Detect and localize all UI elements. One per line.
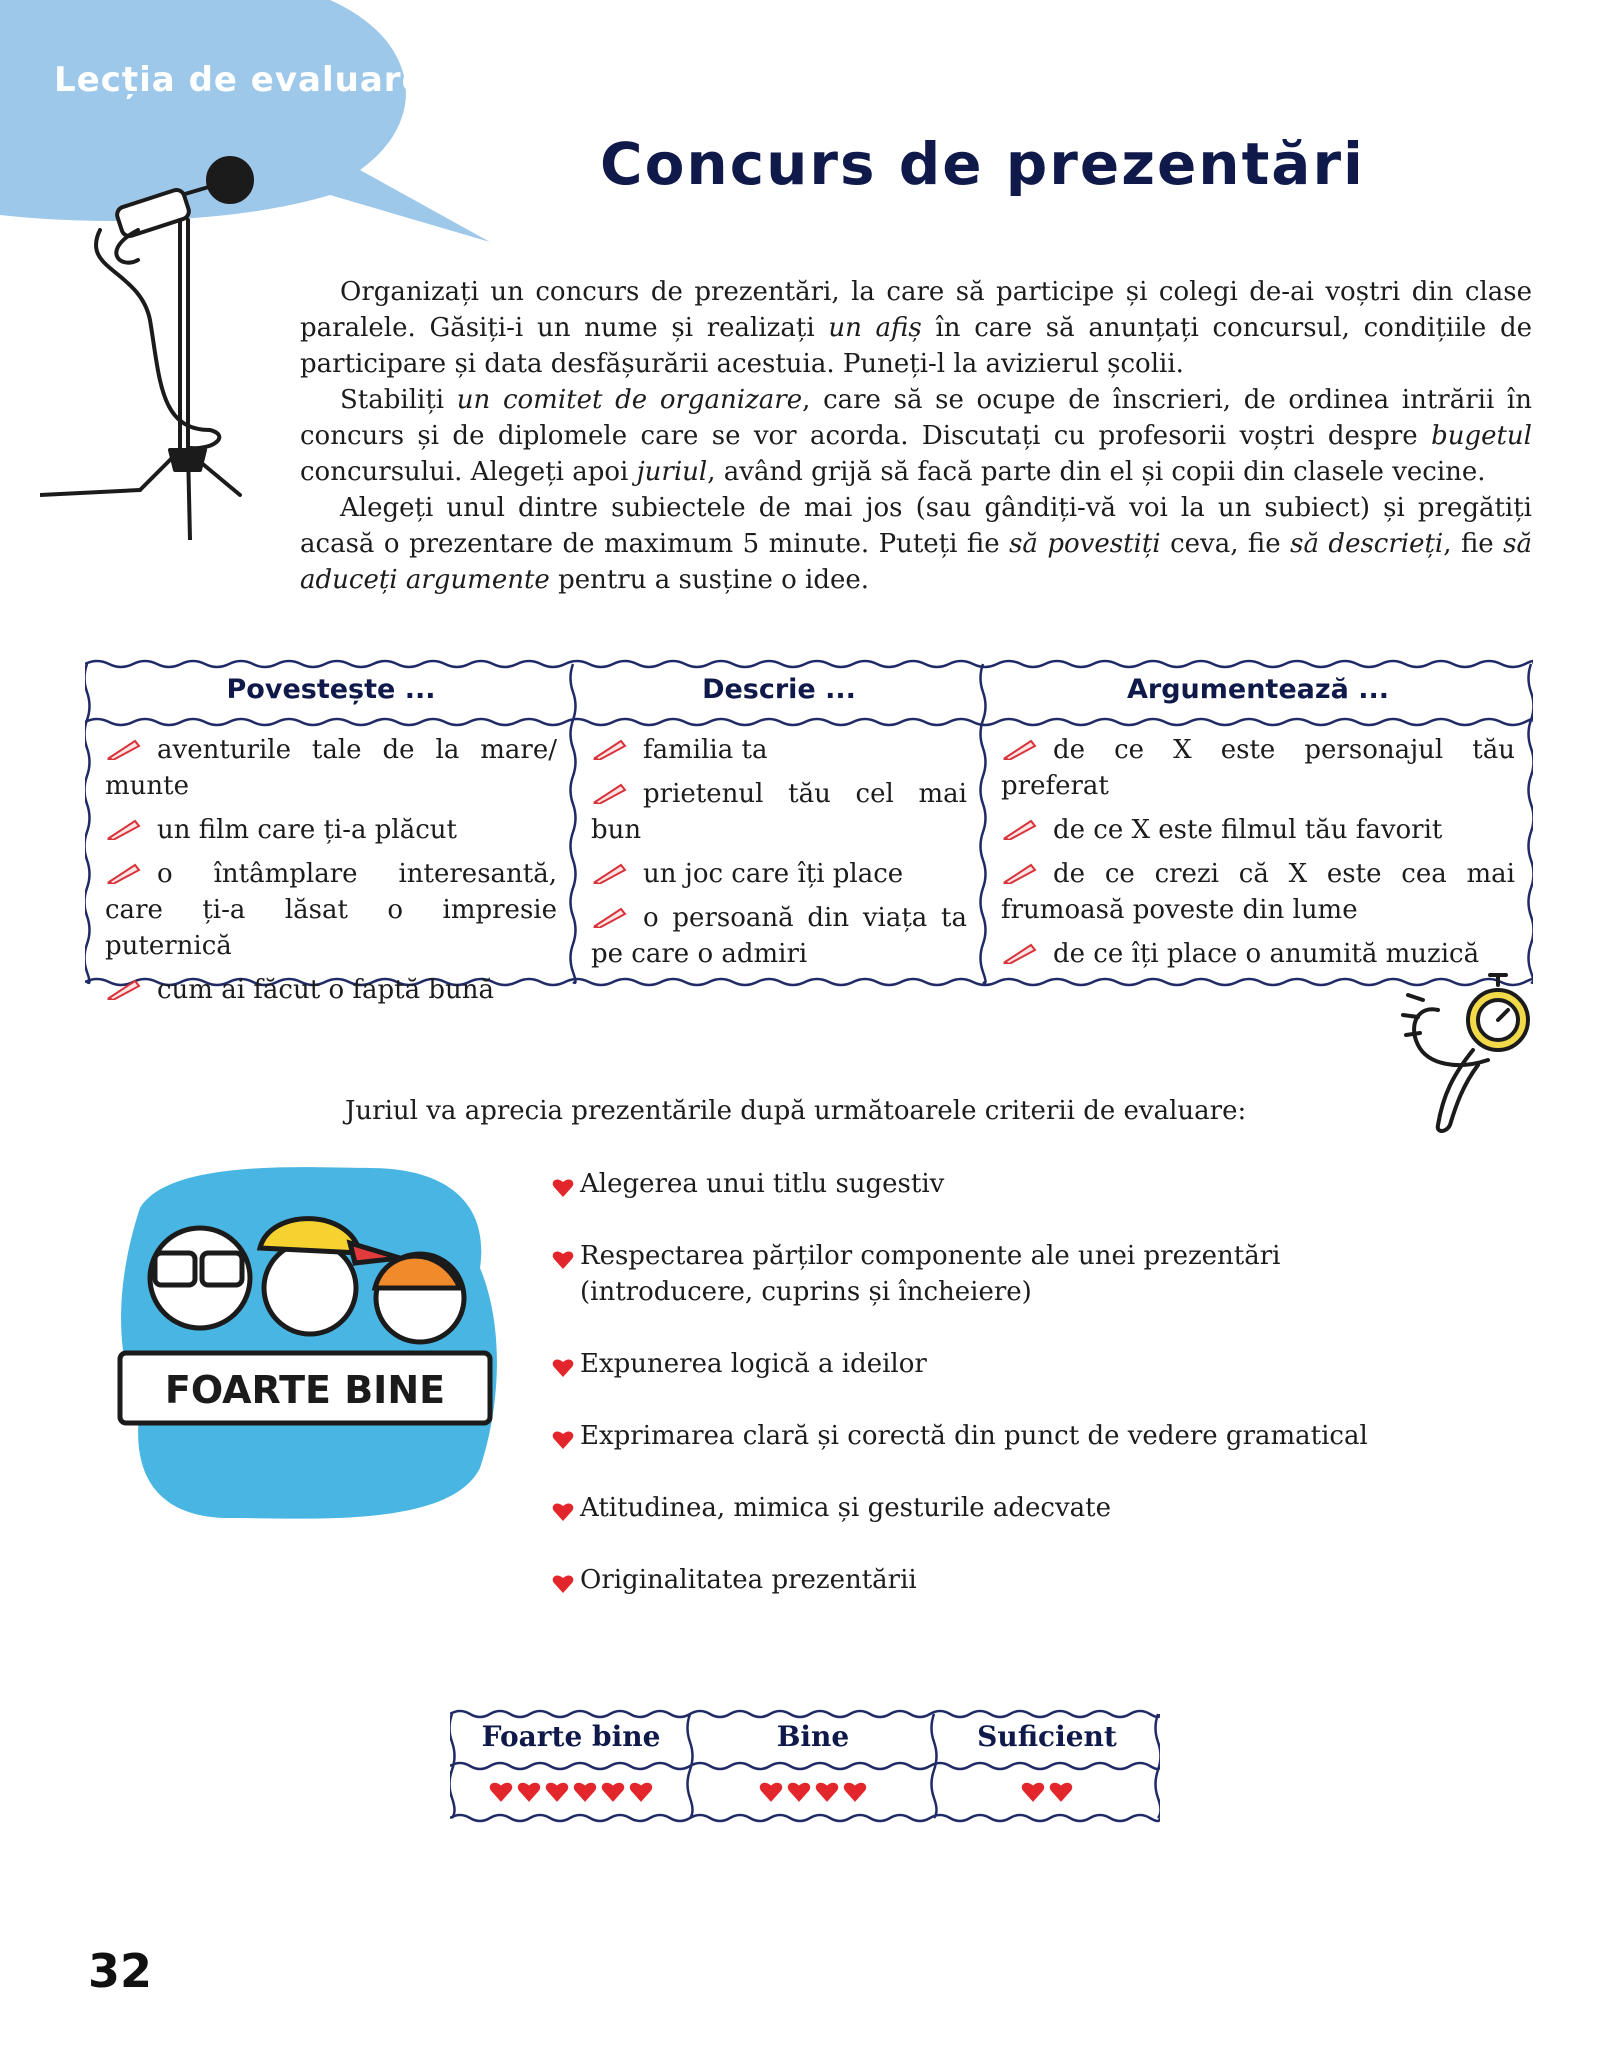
topics-column-argue xyxy=(985,658,1531,988)
heart-icon xyxy=(552,1574,574,1594)
illustration-sign-text: FOARTE BINE xyxy=(164,1368,446,1412)
intro-text xyxy=(300,274,1532,598)
rating-column-good xyxy=(692,1708,934,1824)
list-item: prietenul tău cel mai bun xyxy=(591,779,967,845)
rating-hearts xyxy=(452,1764,690,1820)
column-header: Argumentează ... xyxy=(1127,673,1389,705)
pencil-icon xyxy=(1001,862,1037,884)
heart-icon xyxy=(629,1781,653,1803)
list-item: aventurile tale de la mare/ munte xyxy=(105,735,557,801)
page-title: Concurs de prezentări xyxy=(600,130,1365,198)
heart-icon xyxy=(552,1502,574,1522)
pencil-icon xyxy=(105,738,141,760)
pencil-icon xyxy=(1001,738,1037,760)
heart-icon xyxy=(552,1250,574,1270)
rating-label: Bine xyxy=(776,1719,850,1753)
heart-icon xyxy=(759,1781,783,1803)
pencil-icon xyxy=(105,978,141,1000)
pencil-icon xyxy=(591,782,627,804)
column-header: Descrie ... xyxy=(702,673,856,705)
criteria-item: Respectarea părților componente ale unei prezentări (introducere, cuprins și încheiere) xyxy=(552,1238,1452,1310)
heart-icon xyxy=(552,1358,574,1378)
pencil-icon xyxy=(591,738,627,760)
rating-hearts xyxy=(692,1764,934,1820)
list-item: cum ai făcut o faptă bună xyxy=(105,972,557,1008)
pencil-icon xyxy=(1001,942,1037,964)
page-number: 32 xyxy=(88,1944,153,1998)
heart-icon xyxy=(601,1781,625,1803)
intro-paragraph-3: Alegeți unul dintre subiectele de mai jos (sau gândiți-vă voi la un subiect) și pregătiți acasă o prezentare de maximum 5 minute. Puteți fie să povestiți ceva, fie să descrieți, fie să aduceți argumente pentru a susține o idee. xyxy=(300,493,1532,595)
list-item: de ce crezi că X este cea mai frumoasă poveste din lume xyxy=(1001,859,1515,925)
heart-icon xyxy=(545,1781,569,1803)
list-item: de ce X este filmul tău favorit xyxy=(1001,812,1515,848)
heart-icon xyxy=(552,1430,574,1450)
criteria-item: Alegerea unui titlu sugestiv xyxy=(552,1166,1452,1202)
list-item: familia ta xyxy=(591,732,967,768)
pencil-icon xyxy=(591,862,627,884)
heart-icon xyxy=(517,1781,541,1803)
rating-label: Foarte bine xyxy=(481,1719,661,1753)
heart-icon xyxy=(787,1781,811,1803)
stopwatch-icon xyxy=(1398,965,1548,1135)
topics-table xyxy=(85,658,1533,1005)
heart-icon xyxy=(573,1781,597,1803)
list-item: o întâmplare interesantă, care ți-a lăsat o impresie puternică xyxy=(105,859,557,961)
heart-icon xyxy=(1021,1781,1045,1803)
list-item: un joc care îți place xyxy=(591,856,967,892)
criteria-intro: Juriul va aprecia prezentările după următoarele criterii de evaluare: xyxy=(345,1096,1247,1126)
rating-label: Suficient xyxy=(977,1719,1117,1753)
intro-paragraph-2: Stabiliți un comitet de organizare, care să se ocupe de înscrieri, de ordinea intrării în concurs și de diplomele care se vor acorda. Discutați cu profesorii voștri despre bugetul concursului. Alegeți apoi juriul, având grijă să facă parte din el și copii din clasele vecine. xyxy=(300,385,1532,487)
column-header: Povestește ... xyxy=(226,673,436,705)
pencil-icon xyxy=(1001,818,1037,840)
lesson-label: Lecția de evaluare xyxy=(54,60,426,100)
list-item: de ce îți place o anumită muzică xyxy=(1001,936,1515,972)
heart-icon xyxy=(552,1178,574,1198)
list-item: de ce X este personajul tău preferat xyxy=(1001,735,1515,801)
rating-table xyxy=(450,1708,1160,1824)
heart-icon xyxy=(1049,1781,1073,1803)
rating-column-very-good xyxy=(452,1708,690,1824)
intro-paragraph-1: Organizați un concurs de prezentări, la care să participe și colegi de-ai voștri din clase paralele. Găsiți-i un nume și realizați un afiș în care să anunțați concursul, condițiile de participare și data desfășurării acestuia. Puneți-l la avizierul școlii. xyxy=(300,277,1532,379)
criteria-item: Atitudinea, mimica și gesturile adecvate xyxy=(552,1490,1452,1526)
rating-column-sufficient xyxy=(936,1708,1158,1824)
list-item: un film care ți-a plăcut xyxy=(105,812,557,848)
criteria-item: Expunerea logică a ideilor xyxy=(552,1346,1452,1382)
criteria-list xyxy=(552,1166,1452,1598)
pencil-icon xyxy=(105,862,141,884)
heart-icon xyxy=(489,1781,513,1803)
criteria-item: Exprimarea clară și corectă din punct de vedere gramatical xyxy=(552,1418,1452,1454)
topics-column-narrate xyxy=(89,658,573,1005)
pencil-icon xyxy=(591,906,627,928)
heart-icon xyxy=(843,1781,867,1803)
criteria-item: Originalitatea prezentării xyxy=(552,1562,1452,1598)
pencil-icon xyxy=(105,818,141,840)
heart-icon xyxy=(815,1781,839,1803)
list-item: o persoană din viața ta pe care o admiri xyxy=(591,903,967,969)
microphone-icon xyxy=(40,150,270,540)
topics-column-describe xyxy=(575,658,983,988)
rating-hearts xyxy=(936,1764,1158,1820)
kids-illustration xyxy=(110,1148,520,1528)
